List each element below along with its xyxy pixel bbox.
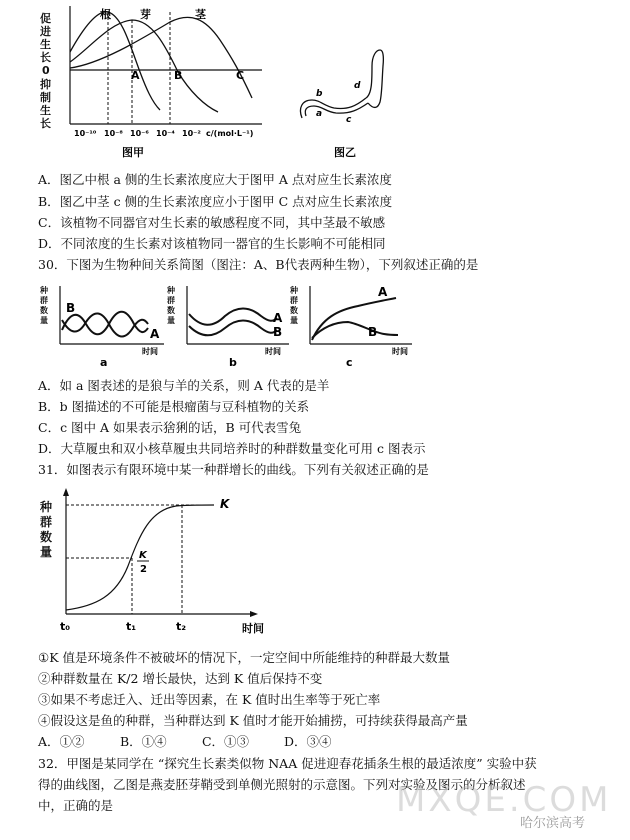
ylabel-char: 量 (167, 316, 175, 325)
fig1-ylabel-top-chars (40, 12, 52, 64)
tick: 10⁻⁸ (104, 129, 123, 138)
q30b-caption: b (229, 356, 237, 369)
q30a-xlabel: 时间 (142, 347, 158, 356)
q31-stem: 31．如图表示有限环境中某一种群增长的曲线。下列有关叙述正确的是 (38, 462, 429, 477)
q30-option-c: C．c 图中 A 如果表示猞猁的话，B 可代表雪兔 (38, 420, 302, 435)
q30a-label-b: B (66, 301, 76, 315)
q31-choice-c: C．①③ (201, 734, 250, 749)
seedling-stem (366, 50, 383, 107)
ylabel-char: 数 (290, 306, 298, 315)
q30-stem: 30．下图为生物种间关系简图（图注：A、B代表两种生物），下列叙述正确的是 (38, 257, 479, 272)
q31-statement-3: ③如果不考虑迁入、迁出等因素，在 K 值时出生率等于死亡率 (38, 692, 381, 707)
ylabel-char: 长 (40, 51, 51, 64)
tick: 10⁻⁶ (130, 129, 149, 138)
point-a: A (131, 69, 140, 82)
q30b-ylabel (167, 286, 175, 326)
seedling-letter-b: b (316, 89, 323, 99)
q31-logistic-graph (36, 486, 286, 648)
ylabel-char: 种 (40, 286, 48, 295)
tick: 10⁻⁴ (156, 129, 175, 138)
ylabel-char: 种 (40, 500, 53, 514)
q32-line-1: 32．甲图是某同学在 “探究生长素类似物 NAA 促进迎春花插条生根的最适浓度” 实验中获 (38, 756, 537, 771)
q31-choice-b: B．①④ (119, 734, 167, 749)
ylabel-char: 群 (290, 296, 298, 305)
q30-option-d: D．大草履虫和双小核草履虫共同培养时的种群数量变化可用 c 图表示 (38, 441, 426, 456)
fig1-label-bud: 芽 (140, 8, 151, 21)
ylabel-char: 数 (40, 530, 53, 544)
fig1-label-stem: 茎 (195, 8, 206, 21)
curve-b (189, 321, 277, 336)
q32-line-2: 得的曲线图，乙图是燕麦胚芽鞘受到单侧光照射的示意图。下列对实验及图示的分析叙述 (38, 777, 526, 792)
ylabel-char: 进 (40, 25, 51, 38)
k-half-numerator: K (139, 550, 147, 561)
figure-jia (30, 0, 270, 162)
seedling-letter-a: a (316, 109, 323, 119)
ylabel-char: 制 (40, 91, 51, 104)
q29-option-b: B．图乙中茎 c 侧的生长素浓度应小于图甲 C 点对应生长素浓度 (38, 194, 393, 209)
q30c-xlabel: 时间 (392, 347, 408, 356)
k-half-denominator: 2 (140, 564, 147, 575)
q30-graph-a (38, 282, 168, 370)
q30a-label-a: A (150, 327, 160, 341)
ylabel-char: 生 (40, 104, 51, 117)
q32-line-3: 中，正确的是 (38, 798, 114, 813)
q30-option-b: B．b 图描述的不可能是根瘤菌与豆科植物的关系 (38, 399, 310, 414)
tick: 10⁻¹⁰ (74, 129, 97, 138)
watermark-site: MXQE.COM (396, 780, 612, 820)
q31-statement-4: ④假设这是鱼的种群，当种群达到 K 值时才能开始捕捞，可持续获得最高产量 (38, 713, 468, 728)
curve-b (312, 322, 398, 338)
fig2-caption: 图乙 (334, 146, 356, 159)
ylabel-char: 抑 (40, 78, 51, 91)
tick: 10⁻² (182, 129, 201, 138)
tick-t0: t₀ (60, 620, 71, 633)
fig1-ylabel-zero: 0 (42, 64, 50, 77)
seedling-letter-d: d (354, 81, 361, 91)
figure-yi (290, 40, 400, 162)
q31-ylabel (40, 500, 52, 560)
q30b-label-a: A (273, 311, 283, 325)
q31-choice-d: D．③④ (283, 734, 332, 749)
seedling-letter-c: c (346, 115, 352, 125)
ylabel-char: 群 (167, 296, 175, 305)
k-label: K (220, 497, 230, 511)
q30c-caption: c (346, 356, 353, 369)
seedling-root (300, 98, 366, 118)
fig1-ylabel-bottom-chars (40, 78, 52, 130)
ylabel-char: 长 (40, 117, 51, 130)
ylabel-char: 量 (40, 316, 48, 325)
stem-curve (70, 17, 252, 98)
point-b: B (174, 69, 183, 82)
ylabel-char: 数 (40, 306, 48, 315)
q31-statement-2: ②种群数量在 K/2 增长最快，达到 K 值后保持不变 (38, 671, 323, 686)
q30b-label-b: B (273, 325, 283, 339)
q30c-label-a: A (378, 285, 388, 299)
ylabel-char: 量 (40, 545, 53, 559)
q30a-caption: a (100, 356, 108, 369)
fig1-label-root: 根 (100, 8, 111, 21)
seedling-root-inner (305, 103, 368, 116)
q29-option-a: A．图乙中根 a 侧的生长素浓度应大于图甲 A 点对应生长素浓度 (38, 172, 392, 187)
q30c-label-b: B (368, 325, 378, 339)
ylabel-char: 群 (40, 515, 53, 529)
q30b-xlabel: 时间 (265, 347, 281, 356)
ylabel-char: 数 (167, 306, 175, 315)
q31-statement-1: ①K 值是环境条件不被破坏的情况下，一定空间中所能维持的种群最大数量 (38, 650, 451, 665)
q29-option-c: C．该植物不同器官对生长素的敏感程度不同，其中茎最不敏感 (38, 215, 386, 230)
q31-choices (38, 734, 362, 750)
tick-t1: t₁ (126, 620, 137, 633)
ylabel-char: 种 (167, 286, 175, 295)
watermark-text: 哈尔滨高考 (520, 816, 586, 831)
ylabel-char: 群 (40, 296, 48, 305)
q31-xlabel: 时间 (242, 622, 264, 635)
ylabel-char: 促 (40, 12, 51, 25)
curve-a (62, 313, 148, 336)
ylabel-char: 生 (40, 38, 51, 51)
q30c-ylabel (290, 286, 298, 326)
q30-graph-c (288, 282, 416, 370)
q29-option-d: D．不同浓度的生长素对该植物同一器官的生长影响不可能相同 (38, 236, 386, 251)
bud-curve (70, 20, 218, 112)
point-c: C (236, 69, 245, 82)
q30-option-a: A．如 a 图表述的是狼与羊的关系，则 A 代表的是羊 (38, 378, 330, 393)
fig1-caption: 图甲 (122, 146, 144, 159)
tick-t2: t₂ (176, 620, 187, 633)
q30a-ylabel (40, 286, 48, 326)
x-unit: c/(mol·L⁻¹) (206, 129, 254, 138)
ylabel-char: 种 (290, 286, 298, 295)
q30-graph-b (165, 282, 293, 370)
ylabel-char: 量 (290, 316, 298, 325)
q31-choice-a: A．①② (38, 734, 85, 749)
